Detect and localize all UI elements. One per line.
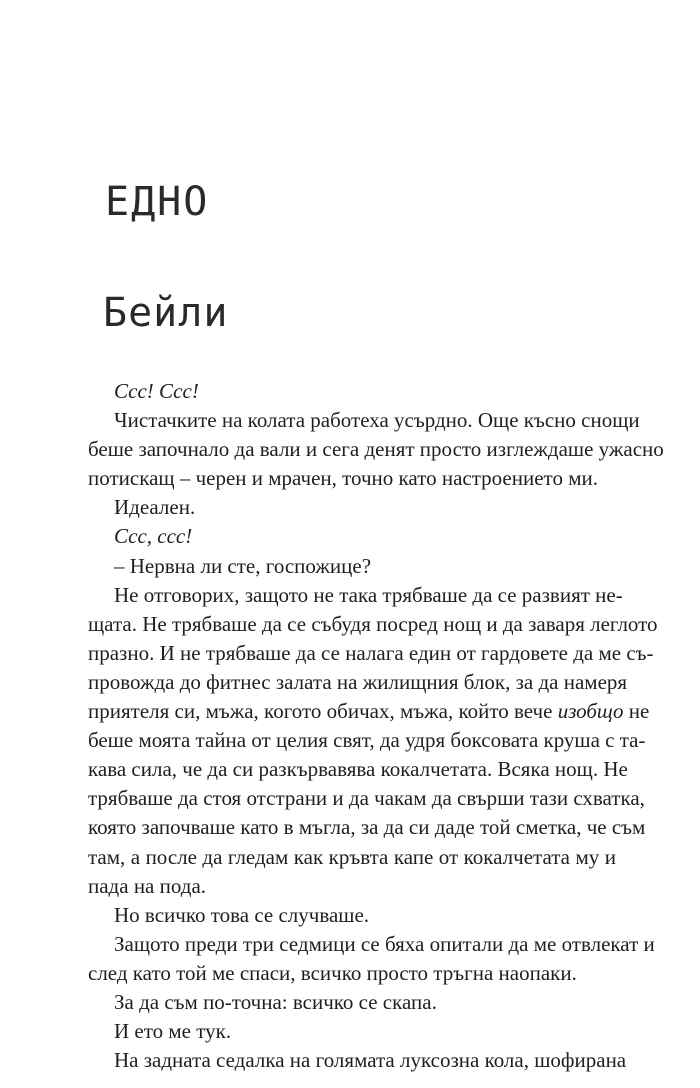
paragraph-line: И ето ме тук.: [114, 1019, 232, 1044]
paragraph-line: Ссс, ссс!: [114, 524, 193, 549]
paragraph-line: Защото преди три седмици се бяха опитали да ме отвлекат и: [114, 931, 655, 956]
paragraph-line: Идеален.: [114, 495, 196, 520]
chapter-body: [88, 377, 664, 1075]
paragraph-line: която започваше като в мъгла, за да си даде той сметка, че съм: [88, 815, 646, 840]
paragraph-line: За да съм по-точна: всичко се скапа.: [114, 989, 437, 1014]
paragraph-line: празно. И не трябваше да се налага един от гардовете да ме съ-: [88, 640, 654, 665]
paragraph-line: щата. Не трябваше да се събудя посред нощ и да заваря леглото: [88, 611, 658, 636]
paragraph-line: беше моята тайна от целия свят, да удря боксовата круша с та-: [88, 728, 646, 753]
paragraph-line: кава сила, че да си разкървавява кокалчетата. Всяка нощ. Не: [88, 757, 628, 782]
paragraph-line: Чистачките на колата работеха усърдно. Още късно снощи: [114, 408, 640, 433]
chapter-number: ЕДНО: [105, 179, 210, 225]
chapter-title: Бейли: [103, 290, 229, 336]
paragraph-line: Но всичко това се случваше.: [114, 902, 370, 927]
paragraph-line: Не отговорих, защото не така трябваше да се развият не-: [114, 582, 623, 607]
emphasized-word: изобщо: [557, 699, 624, 724]
paragraph-line: беше започнало да вали и сега денят просто изглеждаше ужасно: [88, 437, 664, 462]
paragraph-line: На задната седалка на голямата луксозна кола, шофирана: [114, 1048, 627, 1073]
line-segment: приятеля си, мъжа, когото обичах, мъжа, който вече: [88, 699, 558, 724]
paragraph-line: [88, 697, 650, 726]
line-segment: не: [623, 699, 650, 724]
paragraph-line: Ссс! Ссс!: [114, 379, 199, 403]
paragraph-line: трябваше да стоя отстрани и да чакам да свърши тази схватка,: [88, 786, 645, 811]
paragraph-line: там, а после да гледам как кръвта капе от кокалчетата му и: [88, 844, 616, 869]
dialogue-line: – Нервна ли сте, госпожице?: [114, 553, 372, 578]
paragraph-line: потискащ – черен и мрачен, точно като настроението ми.: [88, 466, 598, 491]
paragraph-line: провожда до фитнес залата на жилищния блок, за да намеря: [88, 669, 628, 694]
paragraph-line: пада на пода.: [88, 873, 207, 898]
paragraph-line: след като той ме спаси, всичко просто тръгна наопаки.: [88, 960, 577, 985]
